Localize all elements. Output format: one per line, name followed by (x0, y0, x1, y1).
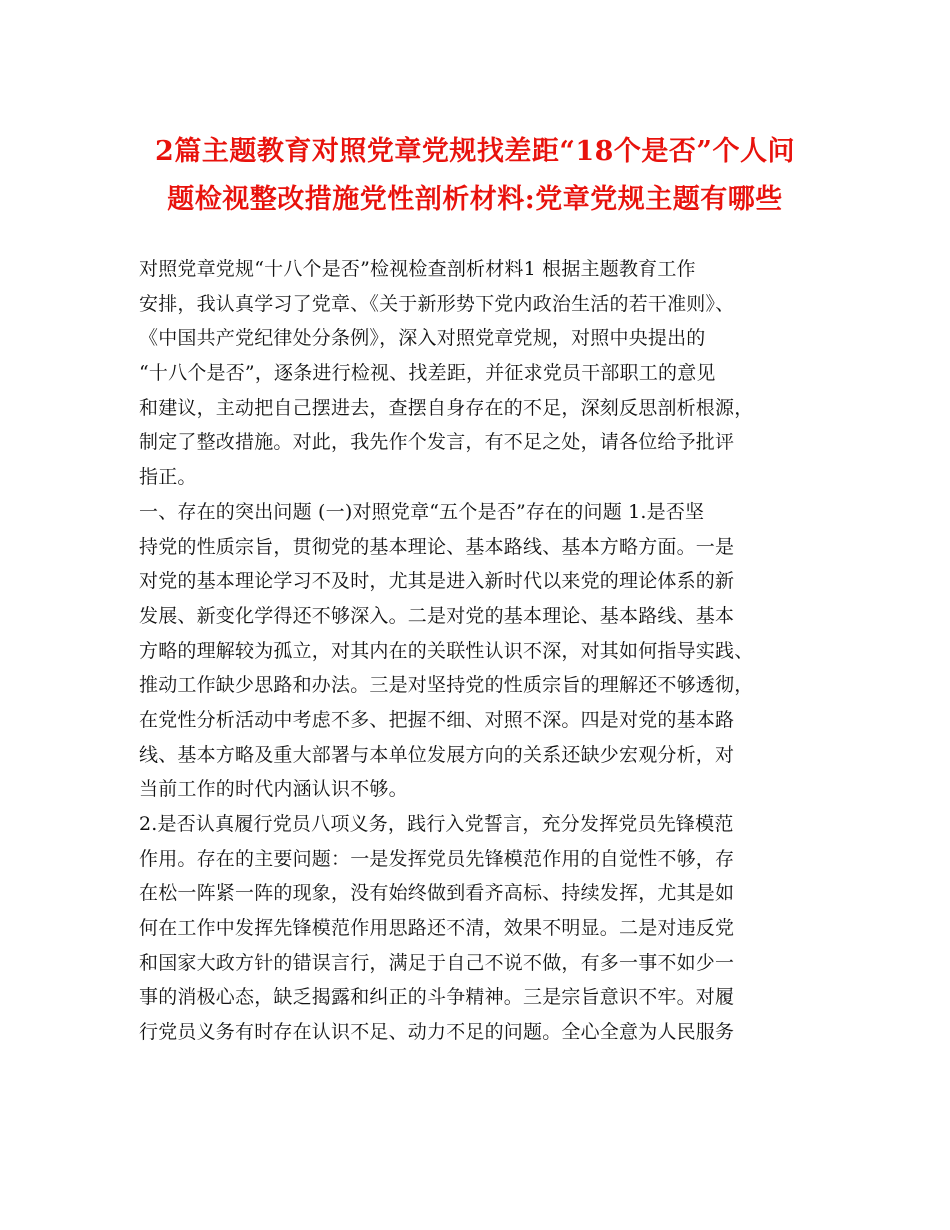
body-line: 安排，我认真学习了党章、《关于新形势下党内政治生活的若干准则》、 (139, 292, 735, 315)
body-line: 持党的性质宗旨，贯彻党的基本理论、基本路线、基本方略方面。一是 (139, 535, 735, 558)
body-line: 在松一阵紧一阵的现象，没有始终做到看齐高标、持续发挥，尤其是如 (139, 882, 735, 905)
body-line: 一、存在的突出问题 (一)对照党章“五个是否”存在的问题 1.是否坚 (139, 500, 705, 523)
body-line: 发展、新变化学得还不够深入。二是对党的基本理论、基本路线、基本 (139, 604, 735, 627)
body-line: 和建议，主动把自己摆进去，查摆自身存在的不足，深刻反思剖析根源， (139, 396, 754, 419)
document-body (139, 252, 819, 1050)
body-line: 线、基本方略及重大部署与本单位发展方向的关系还缺少宏观分析，对 (139, 743, 735, 766)
body-line: 何在工作中发挥先锋模范作用思路还不清，效果不明显。二是对违反党 (139, 917, 735, 940)
body-line: 和国家大政方针的错误言行，满足于自己不说不做，有多一事不如少一 (139, 951, 735, 974)
body-line: “十八个是否”，逐条进行检视、找差距，并征求党员干部职工的意见 (139, 362, 716, 385)
body-line: 推动工作缺少思路和办法。三是对坚持党的性质宗旨的理解还不够透彻， (139, 674, 754, 697)
title-line: 题检视整改措施党性剖析材料:党章党规主题有哪些 (167, 184, 783, 215)
body-line: 在党性分析活动中考虑不多、把握不细、对照不深。四是对党的基本路 (139, 708, 735, 731)
body-line: 对党的基本理论学习不及时，尤其是进入新时代以来党的理论体系的新 (139, 570, 735, 593)
title-line: 2篇主题教育对照党章党规找差距“18个是否”个人问 (155, 136, 795, 167)
document-title (120, 128, 830, 224)
body-line: 指正。 (139, 466, 197, 489)
body-line: 制定了整改措施。对此，我先作个发言，有不足之处，请各位给予批评 (139, 431, 735, 454)
body-line: 作用。存在的主要问题：一是发挥党员先锋模范作用的自觉性不够，存 (139, 847, 735, 870)
body-line: 方略的理解较为孤立，对其内在的关联性认识不深，对其如何指导实践、 (139, 639, 754, 662)
body-line: 对照党章党规“十八个是否”检视检查剖析材料1 根据主题教育工作 (139, 258, 696, 280)
body-line: 当前工作的时代内涵认识不够。 (139, 778, 408, 801)
body-line: 《中国共产党纪律处分条例》，深入对照党章党规，对照中央提出的 (139, 327, 706, 350)
body-line: 行党员义务有时存在认识不足、动力不足的问题。全心全意为人民服务 (139, 1021, 735, 1044)
body-line: 2.是否认真履行党员八项义务，践行入党誓言，充分发挥党员先锋模范 (139, 813, 734, 835)
body-line: 事的消极心态，缺乏揭露和纠正的斗争精神。三是宗旨意识不牢。对履 (139, 986, 735, 1009)
